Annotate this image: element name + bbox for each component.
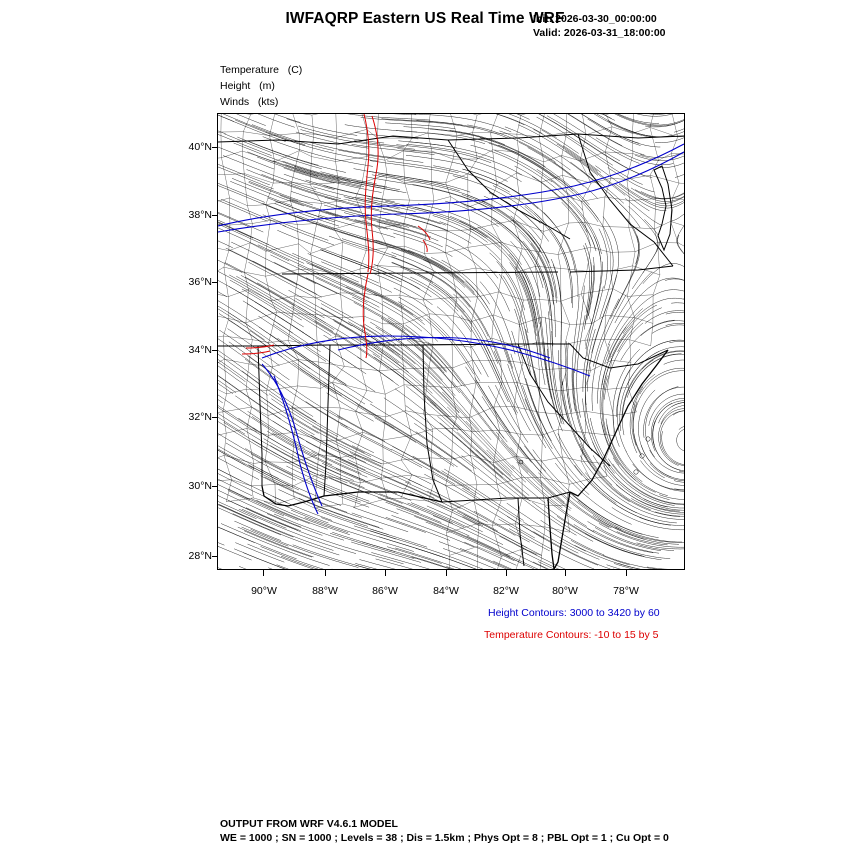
valid-time-label: Valid: 2026-03-31_18:00:00 xyxy=(533,27,666,39)
units-legend xyxy=(220,62,302,110)
lon-tick-mark xyxy=(446,570,447,576)
lat-tick-mark xyxy=(212,556,218,557)
init-time-label: Init: 2026-03-30_00:00:00 xyxy=(533,13,657,25)
height-contour-legend: Height Contours: 3000 to 3420 by 60 xyxy=(488,607,660,619)
map-plot-area[interactable] xyxy=(217,113,685,570)
lon-tick-mark xyxy=(626,570,627,576)
lat-tick-mark xyxy=(212,486,218,487)
lat-tick-mark xyxy=(212,282,218,283)
lon-tick-mark xyxy=(506,570,507,576)
lat-tick-mark xyxy=(212,350,218,351)
lon-tick-mark xyxy=(325,570,326,576)
run-time-block xyxy=(533,12,666,40)
lat-tick-40N: 40°N xyxy=(188,141,212,153)
page-title xyxy=(0,10,850,28)
lon-tick-84W: 84°W xyxy=(433,585,459,597)
lon-tick-80W: 80°W xyxy=(552,585,578,597)
lat-tick-34N: 34°N xyxy=(188,344,212,356)
lon-tick-mark xyxy=(565,570,566,576)
lat-tick-mark xyxy=(212,417,218,418)
lon-tick-88W: 88°W xyxy=(312,585,338,597)
model-output-footer xyxy=(220,818,669,845)
page-title-text: IWFAQRP Eastern US Real Time WRF xyxy=(285,10,565,27)
lat-tick-28N: 28°N xyxy=(188,550,212,562)
lat-tick-mark xyxy=(212,215,218,216)
lon-tick-mark xyxy=(263,570,264,576)
lon-tick-90W: 90°W xyxy=(251,585,277,597)
lat-tick-30N: 30°N xyxy=(188,480,212,492)
units-legend-winds: Winds (kts) xyxy=(220,96,279,108)
lon-tick-82W: 82°W xyxy=(493,585,519,597)
wind-streamlines xyxy=(218,114,684,569)
lon-tick-78W: 78°W xyxy=(613,585,639,597)
lat-tick-32N: 32°N xyxy=(188,411,212,423)
lat-tick-38N: 38°N xyxy=(188,209,212,221)
units-legend-temperature: Temperature (C) xyxy=(220,64,303,76)
height-contours xyxy=(218,144,684,514)
temperature-contour-legend: Temperature Contours: -10 to 15 by 5 xyxy=(484,629,659,641)
units-legend-height: Height (m) xyxy=(220,80,275,92)
lon-tick-86W: 86°W xyxy=(372,585,398,597)
map-canvas xyxy=(218,114,684,569)
footer-config-line: WE = 1000 ; SN = 1000 ; Levels = 38 ; Dis = 1.5km ; Phys Opt = 8 ; PBL Opt = 1 ; Cu Opt = 0 xyxy=(220,831,669,844)
lat-tick-mark xyxy=(212,147,218,148)
lat-tick-36N: 36°N xyxy=(188,276,212,288)
footer-model-line: OUTPUT FROM WRF V4.6.1 MODEL xyxy=(220,818,398,830)
lon-tick-mark xyxy=(385,570,386,576)
